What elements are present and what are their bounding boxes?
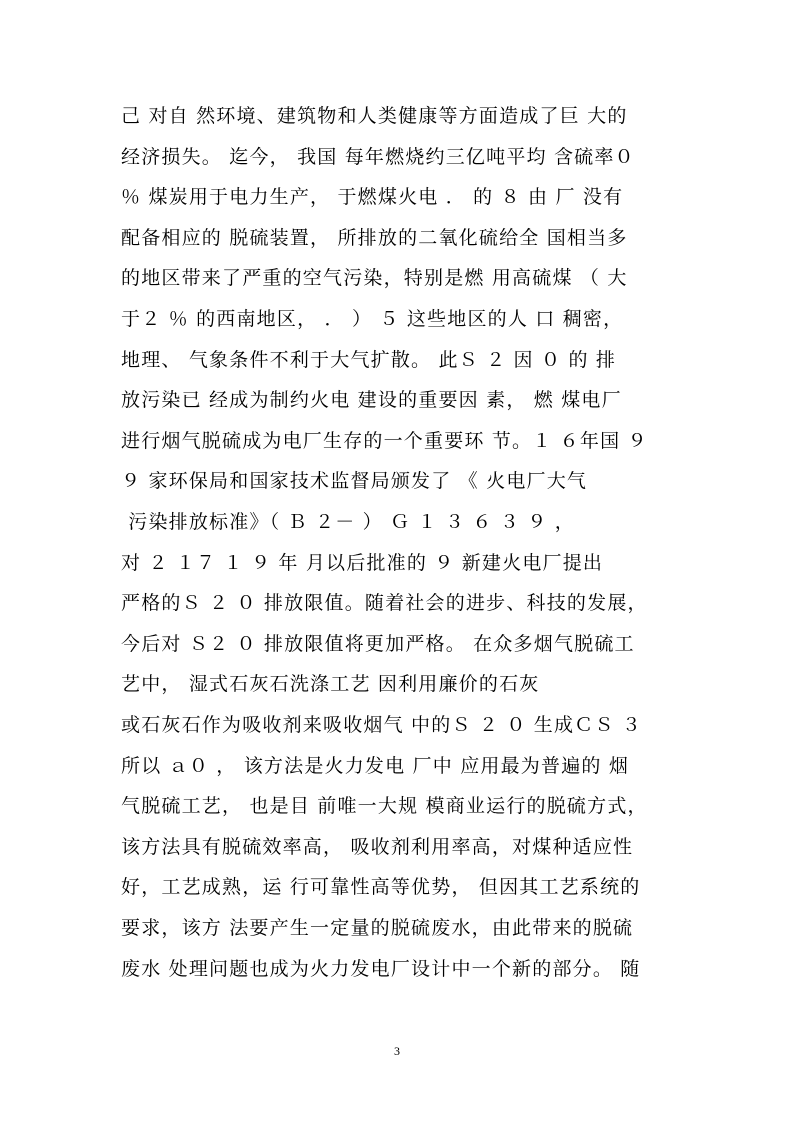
text-line: 于２ ％ 的西南地区， ． ） ５ 这些地区的人 口 稠密， <box>121 308 624 330</box>
text-line: 气脱硫工艺， 也是目 前唯一大规 模商业运行的脱硫方式， <box>121 795 648 818</box>
text-line: 或石灰石作为吸收剂来吸收烟气 中的Ｓ ２ ０ 生成ＣＳ ３ <box>121 714 642 736</box>
page-number: 3 <box>394 1044 400 1058</box>
text-line: 对 ２ １７ １ ９ 年 月以后批准的 ９ 新建火电厂提出 <box>121 551 604 574</box>
text-line: 废水 处理问题也成为火力发电厂设计中一个新的部分。 随 <box>121 957 641 980</box>
text-line: 进行烟气脱硫成为电厂生存的一个重要环 节。１ ６年国 ９ <box>121 429 648 452</box>
text-line: 所以 ａ０ ， 该方法是火力发电 厂中 应用最为普遍的 烟 <box>121 754 630 777</box>
text-line: 地理、 气象条件不利于大气扩散。 此Ｓ ２ 因 ０ 的 排 <box>121 348 617 371</box>
text-line: 放污染已 经成为制约火电 建设的重要因 素， 燃 煤电厂 <box>121 389 622 412</box>
text-line: 的地区带来了严重的空气污染，特别是燃 用高硫煤 （ 大 <box>121 267 628 290</box>
text-line: 今后对 Ｓ２ ０ 排放限值将更加严格。 在众多烟气脱硫工 <box>121 632 635 655</box>
text-line: 好，工艺成熟，运 行可靠性高等优势， 但因其工艺系统的 <box>121 876 641 899</box>
text-line: ９ 家环保局和国家技术监督局颁发了 《 火电厂大气 <box>121 470 588 493</box>
text-line: 经济损失。 迄今， 我国 每年燃烧约三亿吨平均 含硫率０ <box>121 145 635 168</box>
text-line: 污染排放标准》（ Ｂ ２－ ） Ｇ １ ３ ６ ３ ９ ， <box>121 511 575 533</box>
text-line: 配备相应的 脱硫装置， 所排放的二氧化硫给全 国相当多 <box>121 226 628 249</box>
text-line: 要求，该方 法要产生一定量的脱硫废水，由此带来的脱硫 <box>121 917 634 939</box>
text-line: ％ 煤炭用于电力生产， 于燃煤火电 ． 的 ８ 由 厂 没有 <box>121 186 624 209</box>
text-line: 严格的Ｓ ２ ０ 排放限值。随着社会的进步、科技的发展， <box>121 592 648 615</box>
text-line: 该方法具有脱硫效率高， 吸收剂利用率高，对煤种适应性 <box>121 835 634 858</box>
text-line: 己 对自 然环境、建筑物和人类健康等方面造成了巨 大的 <box>121 105 628 127</box>
text-line: 艺中， 湿式石灰石洗涤工艺 因利用廉价的石灰 <box>121 673 540 696</box>
